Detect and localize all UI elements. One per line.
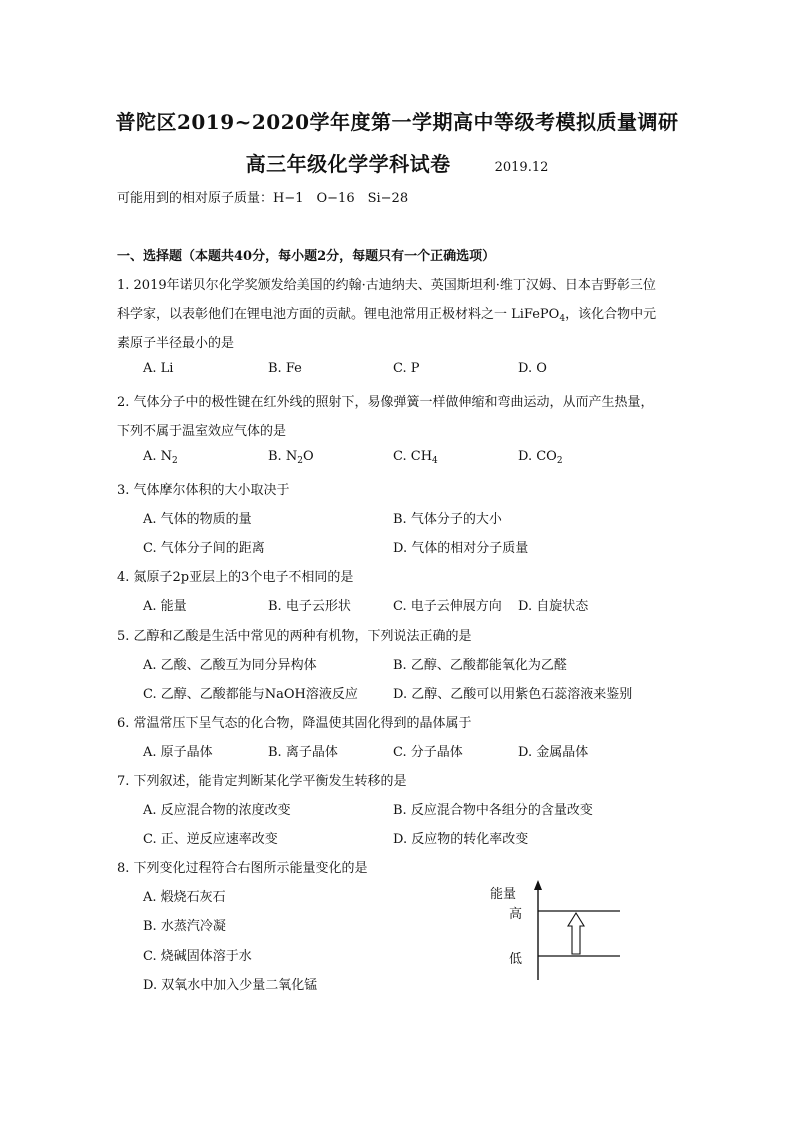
q5-option-b: B. 乙醇、乙酸都能氧化为乙醛 — [393, 658, 567, 673]
q2-option-c — [393, 449, 438, 464]
q6-option-d: D. 金属晶体 — [518, 745, 589, 760]
q4-stem: 4. 氮原子2p亚层上的3个电子不相同的是 — [117, 570, 354, 585]
q7-option-c: C. 正、逆反应速率改变 — [143, 832, 278, 847]
exam-date: 2019.12 — [494, 160, 549, 175]
q6-option-c: C. 分子晶体 — [393, 745, 463, 760]
q1-line1: 1. 2019年诺贝尔化学奖颁发给美国的约翰·古迪纳夫、英国斯坦利·维丁汉姆、日本吉野彰三位 — [117, 278, 656, 293]
q1-line2-text: 科学家，以表彰他们在锂电池方面的贡献。锂电池常用正极材料之一 LiFePO — [117, 307, 560, 322]
q2-option-b — [268, 449, 314, 464]
q7-stem: 7. 下列叙述，能肯定判断某化学平衡发生转移的是 — [117, 774, 407, 789]
q1-subscript: 4 — [559, 314, 566, 324]
q1-option-a: A. Li — [143, 361, 174, 376]
q1-option-d: D. O — [518, 361, 547, 376]
low-label: 低 — [509, 952, 523, 967]
q8-option-a: A. 煅烧石灰石 — [143, 890, 226, 905]
q2-b-post: O — [302, 449, 314, 464]
q2-b-sub: 2 — [297, 456, 303, 466]
q2-d-sub: 2 — [556, 456, 563, 466]
q2-option-a — [143, 449, 178, 464]
q2-c-text: C. CH — [393, 449, 433, 464]
q7-option-b: B. 反应混合物中各组分的含量改变 — [393, 803, 593, 818]
high-label: 高 — [509, 907, 523, 922]
q2-c-sub: 4 — [432, 456, 438, 466]
q5-option-c: C. 乙醇、乙酸都能与NaOH溶液反应 — [143, 687, 358, 702]
q5-stem: 5. 乙醇和乙酸是生活中常见的两种有机物，下列说法正确的是 — [117, 629, 472, 644]
q2-line2: 下列不属于温室效应气体的是 — [117, 424, 287, 439]
atomic-masses-note: 可能用到的相对原子质量：H−1 O−16 Si−28 — [117, 191, 409, 206]
section-heading: 一、选择题（本题共40分，每小题2分，每题只有一个正确选项） — [117, 249, 496, 264]
q3-stem: 3. 气体摩尔体积的大小取决于 — [117, 483, 290, 498]
q8-stem: 8. 下列变化过程符合右图所示能量变化的是 — [117, 861, 368, 876]
exam-title: 普陀区2019~2020学年度第一学期高中等级考模拟质量调研 — [115, 110, 679, 134]
q1-line2-end: ，该化合物中元 — [565, 307, 657, 322]
q1-option-c: C. P — [393, 361, 420, 376]
q1-line3: 素原子半径最小的是 — [117, 336, 235, 351]
q7-option-d: D. 反应物的转化率改变 — [393, 832, 529, 847]
q8-option-b: B. 水蒸汽冷凝 — [143, 919, 226, 934]
q4-option-b: B. 电子云形状 — [268, 599, 351, 614]
energy-increase-arrow-icon — [568, 913, 584, 954]
q2-a-text: A. N — [143, 449, 173, 464]
q1-line2 — [117, 303, 656, 322]
energy-diagram — [490, 876, 630, 986]
q2-line1: 2. 气体分子中的极性键在红外线的照射下，易像弹簧一样做伸缩和弯曲运动，从而产生热量， — [117, 395, 654, 410]
q3-option-b: B. 气体分子的大小 — [393, 512, 502, 527]
q3-option-a: A. 气体的物质的量 — [143, 512, 252, 527]
q6-stem: 6. 常温常压下呈气态的化合物，降温使其固化得到的晶体属于 — [117, 716, 472, 731]
q4-option-a: A. 能量 — [143, 599, 187, 614]
q2-d-text: D. CO — [518, 449, 557, 464]
subtitle-text: 高三年级化学学科试卷 — [245, 152, 451, 176]
q3-option-c: C. 气体分子间的距离 — [143, 541, 265, 556]
q4-option-d: D. 自旋状态 — [518, 599, 589, 614]
energy-axis-label: 能量 — [490, 887, 517, 902]
q2-a-sub: 2 — [172, 456, 178, 466]
q5-option-a: A. 乙酸、乙酸互为同分异构体 — [143, 658, 317, 673]
q2-option-d — [518, 449, 563, 464]
q1-option-b: B. Fe — [268, 361, 302, 376]
energy-axis-arrowhead — [534, 880, 542, 890]
q2-b-text: B. N — [268, 449, 298, 464]
q6-option-a: A. 原子晶体 — [143, 745, 213, 760]
q8-option-d: D. 双氧水中加入少量二氧化锰 — [143, 978, 318, 993]
q5-option-d: D. 乙醇、乙酸可以用紫色石蕊溶液来鉴别 — [393, 687, 633, 702]
q3-option-d: D. 气体的相对分子质量 — [393, 541, 529, 556]
exam-subtitle — [0, 148, 794, 177]
q8-option-c: C. 烧碱固体溶于水 — [143, 949, 252, 964]
q7-option-a: A. 反应混合物的浓度改变 — [143, 803, 291, 818]
q6-option-b: B. 离子晶体 — [268, 745, 338, 760]
q4-option-c: C. 电子云伸展方向 — [393, 599, 502, 614]
